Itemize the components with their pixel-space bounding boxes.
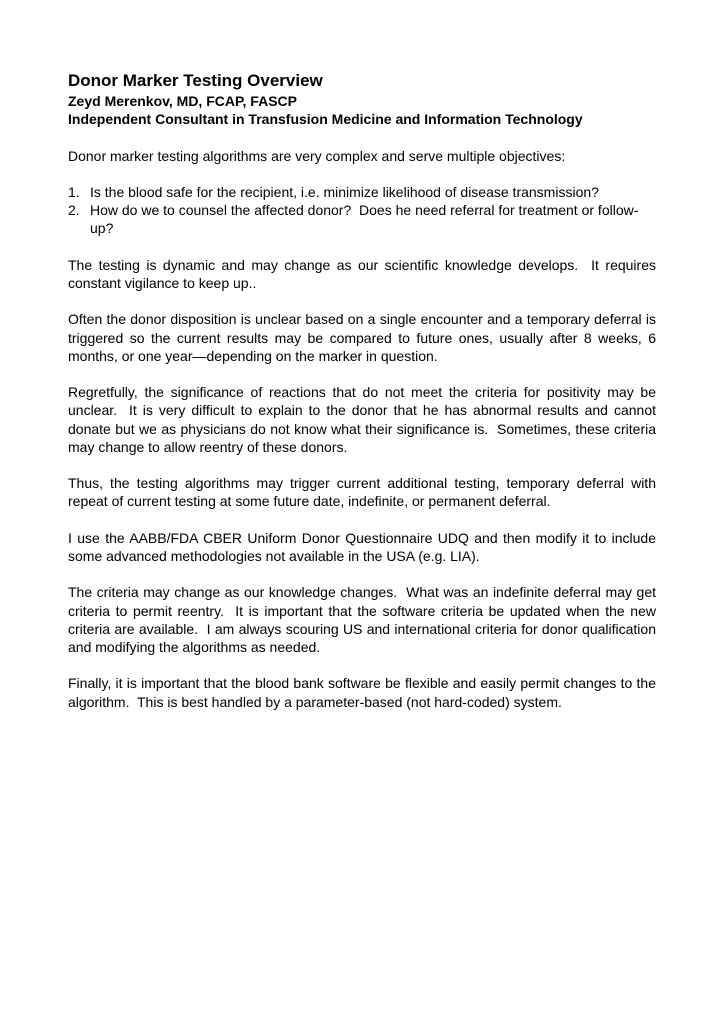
body-paragraph: The criteria may change as our knowledge changes. What was an indefinite deferral may get criteria to permit reentry. It is important that the software criteria be updated when the new criteria are available. I am always scouring US and international criteria for donor qualification and modifying the algorithms as needed. bbox=[68, 584, 660, 655]
body-paragraph: Finally, it is important that the blood bank software be flexible and easily permit changes to the algorithm. This is best handled by a parameter-based (not hard-coded) system. bbox=[68, 675, 660, 710]
affiliation-line: Independent Consultant in Transfusion Medicine and Information Technology bbox=[68, 111, 583, 128]
list-item-text: Is the blood safe for the recipient, i.e. minimize likelihood of disease transmission? bbox=[90, 183, 599, 200]
objectives-list bbox=[68, 183, 656, 238]
list-item bbox=[68, 183, 656, 201]
list-item-number: 1. bbox=[68, 183, 80, 200]
body-paragraph: Thus, the testing algorithms may trigger current additional testing, temporary deferral with repeat of current testing at some future date, indefinite, or permanent deferral. bbox=[68, 475, 660, 510]
body-paragraph: The testing is dynamic and may change as our scientific knowledge develops. It requires constant vigilance to keep up.. bbox=[68, 256, 660, 291]
body-paragraph: I use the AABB/FDA CBER Uniform Donor Questionnaire UDQ and then modify it to include some advanced methodologies not available in the USA (e.g. LIA). bbox=[68, 529, 660, 564]
list-item-text: How do we to counsel the affected donor? Does he need referral for treatment or follow-up? bbox=[90, 202, 639, 237]
author-line: Zeyd Merenkov, MD, FCAP, FASCP bbox=[68, 93, 297, 109]
body-paragraph: Regretfully, the significance of reactions that do not meet the criteria for positivity may be unclear. It is very difficult to explain to the donor that he has abnormal results and cannot donate but we as physicians do not know what their significance is. Sometimes, these criteria may change to allow reentry of these donors. bbox=[68, 384, 660, 455]
list-item-number: 2. bbox=[68, 202, 80, 219]
list-item bbox=[68, 201, 656, 237]
intro-paragraph: Donor marker testing algorithms are very complex and serve multiple objectives: bbox=[68, 147, 566, 164]
document-title: Donor Marker Testing Overview bbox=[68, 71, 323, 90]
body-paragraph: Often the donor disposition is unclear based on a single encounter and a temporary deferral is triggered so the current results may be compared to future ones, usually after 8 weeks, 6 months, or one year—depending on the marker in question. bbox=[68, 311, 660, 364]
